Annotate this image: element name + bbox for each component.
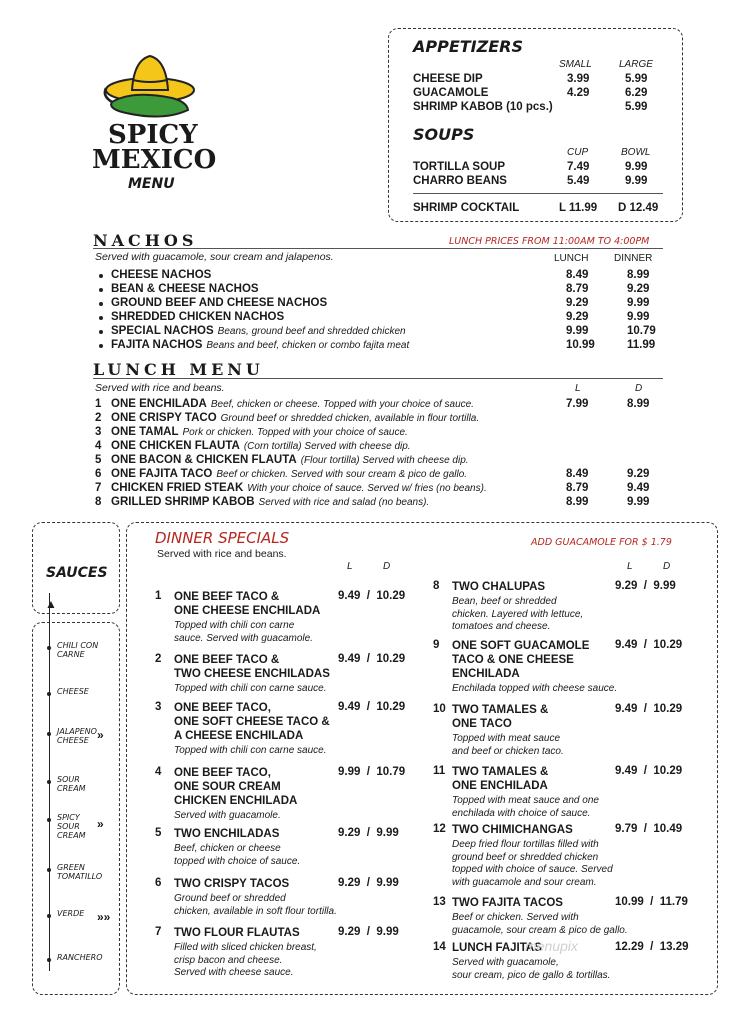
dinner-desc-line: Beef, chicken or cheese [174, 843, 281, 854]
sauces-header-box [32, 522, 120, 614]
brand-line2: MEXICO [92, 145, 217, 175]
dinner-number: 12 [433, 823, 446, 835]
col-large: LARGE [619, 59, 653, 70]
lunch-name: ONE FAJITA TACO [111, 468, 213, 480]
lunch-desc: Beef or chicken. Served with sour cream & pico de gallo. [216, 469, 468, 480]
dinner-name-line: TWO FLOUR FLAUTAS [174, 927, 300, 939]
dinner-price: 9.29 / 9.99 [338, 827, 399, 839]
dinner-col-l-left: L [347, 561, 353, 572]
dinner-desc-line: Deep fried flour tortillas filled with [452, 839, 599, 850]
col-l: L [575, 383, 581, 394]
dinner-number: 3 [155, 701, 162, 713]
nacho-item [111, 283, 263, 295]
nacho-item [111, 297, 331, 309]
nacho-dinner-price: 11.99 [627, 339, 656, 351]
shrimp-cocktail-name: SHRIMP COCKTAIL [413, 202, 520, 214]
dinner-price: 9.29 / 9.99 [338, 877, 399, 889]
divider [413, 193, 663, 194]
dinner-name-line: TWO TAMALES & [452, 704, 549, 716]
col-d: D [635, 383, 643, 394]
dinner-item-desc [452, 596, 583, 634]
lunch-l-price: 8.49 [566, 468, 589, 480]
nacho-name: SHREDDED CHICKEN NACHOS [111, 311, 285, 323]
sauce-name-line1: GREEN [57, 863, 85, 872]
lunch-subtitle: Served with rice and beans. [95, 382, 225, 394]
nachos-rule [93, 248, 663, 249]
sauce-dot-icon [47, 732, 51, 736]
sauce-name-line2: CREAM [57, 784, 86, 793]
col-cup: CUP [567, 147, 589, 158]
appetizers-box [388, 28, 683, 222]
sauce-name-line1: VERDE [57, 909, 85, 918]
sauce-dot-icon [47, 692, 51, 696]
dinner-desc-line: chicken, available in soft flour tortilla. [174, 905, 337, 917]
dinner-desc-line: Bean, beef or shredded [452, 596, 557, 607]
dinner-desc-line: chicken. Layered with lettuce, [452, 608, 584, 620]
dinner-number: 9 [433, 639, 440, 651]
lunch-item [111, 468, 467, 480]
dinner-desc-line: Served with guacamole. [174, 810, 281, 821]
dinner-desc-line: Served with guacamole, [452, 957, 559, 968]
nacho-lunch-price: 9.99 [566, 325, 589, 337]
dinner-col-d-right: D [663, 561, 671, 572]
lunch-desc: Served with rice and salad (no beans). [258, 497, 430, 508]
dinner-item-desc [452, 957, 610, 982]
dinner-desc-line: Beef or chicken. Served with [452, 912, 579, 923]
lunch-number: 1 [95, 398, 102, 410]
dinner-item-name [452, 765, 548, 793]
dinner-desc-line: Filled with sliced chicken breast, [174, 942, 317, 953]
dinner-item-name [452, 580, 545, 594]
dinner-name-line: ONE SOFT CHEESE TACO & [174, 716, 330, 728]
bullet-icon [99, 330, 103, 334]
dinner-desc-line: Topped with chili con carne sauce. [174, 683, 327, 694]
sauces-list-box [32, 622, 120, 995]
sauce-name-line1: CHEESE [57, 687, 89, 696]
watermark: menupix [525, 938, 578, 954]
dinner-desc-line: tomatoes and cheese. [452, 621, 551, 632]
dinner-name-line: ONE BEEF TACO, [174, 702, 271, 714]
lunch-name: CHICKEN FRIED STEAK [111, 482, 244, 494]
lunch-number: 8 [95, 496, 102, 508]
nacho-lunch-price: 9.29 [566, 311, 589, 323]
sauce-name-line1: SPICY [57, 813, 80, 822]
lunch-item [111, 482, 487, 494]
lunch-desc: (Corn tortilla) Served with cheese dip. [243, 441, 411, 452]
dinner-number: 1 [155, 590, 162, 602]
sauce-name-line1: SOUR [57, 775, 80, 784]
lunch-desc: Ground beef or shredded chicken, available in flour tortilla. [220, 413, 480, 424]
nacho-name: SPECIAL NACHOS [111, 325, 214, 337]
sauce-name-line1: RANCHERO [57, 953, 103, 962]
dinner-price: 9.49 / 10.29 [338, 701, 406, 713]
dinner-item-desc [174, 843, 300, 868]
nacho-desc: Beans, ground beef and shredded chicken [217, 326, 406, 337]
lunch-number: 6 [95, 468, 102, 480]
dinner-number: 5 [155, 827, 162, 839]
sauce-item [57, 687, 89, 696]
nacho-name: GROUND BEEF AND CHEESE NACHOS [111, 297, 328, 309]
dinner-item-name [174, 653, 330, 681]
lunch-desc: With your choice of sauce. Served w/ fries (no beans). [247, 483, 487, 494]
soup-cup-price: 7.49 [567, 161, 590, 173]
lunch-name: ONE CRISPY TACO [111, 412, 217, 424]
dinner-item-desc [452, 795, 599, 820]
soup-name: TORTILLA SOUP [413, 161, 505, 173]
dinner-price: 9.79 / 10.49 [615, 823, 683, 835]
dinner-number: 10 [433, 703, 446, 715]
lunch-item [111, 426, 408, 438]
heat-level-icon: » [97, 728, 104, 742]
dinner-item-name [174, 877, 289, 891]
dinner-name-line: ONE SOUR CREAM [174, 781, 281, 793]
dinner-price: 9.49 / 10.29 [338, 590, 406, 602]
dinner-item-name [452, 823, 573, 837]
lunch-name: ONE CHICKEN FLAUTA [111, 440, 240, 452]
dinner-desc-line: enchilada with choice of sauce. [452, 807, 591, 819]
appetizers-title: APPETIZERS [413, 37, 524, 56]
soup-cup-price: 5.49 [567, 175, 590, 187]
col-lunch: LUNCH [554, 253, 589, 264]
sauce-item [57, 953, 103, 962]
dinner-name-line: TWO FAJITA TACOS [452, 897, 563, 909]
nacho-lunch-price: 8.49 [566, 269, 589, 281]
shrimp-cocktail-l: L 11.99 [559, 202, 598, 214]
sauce-dot-icon [47, 780, 51, 784]
nacho-dinner-price: 9.99 [627, 297, 650, 309]
soup-name: CHARRO BEANS [413, 175, 507, 187]
nacho-item [111, 269, 215, 281]
dinner-desc-line: and beef or chicken taco. [452, 745, 564, 757]
dinner-name-line: TWO ENCHILADAS [174, 828, 280, 840]
dinner-name-line: ENCHILADA [452, 668, 520, 680]
dinner-name-line: ONE SOFT GUACAMOLE [452, 640, 590, 652]
bullet-icon [99, 302, 103, 306]
appetizer-large-price: 6.29 [625, 87, 648, 99]
dinner-number: 6 [155, 877, 162, 889]
dinner-box [126, 522, 718, 995]
dinner-item-name [452, 703, 548, 731]
dinner-name-line: ONE BEEF TACO, [174, 767, 271, 779]
dinner-number: 8 [433, 580, 440, 592]
sauce-item [57, 863, 102, 881]
nacho-dinner-price: 8.99 [627, 269, 650, 281]
sauce-name-line2: CARNE [57, 650, 85, 659]
sauce-dot-icon [47, 958, 51, 962]
nacho-desc: Beans and beef, chicken or combo fajita meat [206, 340, 410, 351]
dinner-name-line: ONE BEEF TACO & [174, 591, 280, 603]
sauce-dot-icon [47, 818, 51, 822]
lunch-d-price: 8.99 [627, 398, 650, 410]
sauce-name-line1: CHILI CON [57, 641, 99, 650]
dinner-name-line: ONE ENCHILADA [452, 780, 548, 792]
sauce-item [57, 775, 86, 793]
dinner-col-d-left: D [383, 561, 391, 572]
dinner-name-line: ONE TACO [452, 718, 512, 730]
soup-bowl-price: 9.99 [625, 175, 648, 187]
nacho-dinner-price: 9.99 [627, 311, 650, 323]
appetizer-large-price: 5.99 [625, 73, 648, 85]
dinner-item-name [452, 639, 589, 681]
lunch-number: 3 [95, 426, 102, 438]
lunch-item [111, 412, 479, 424]
dinner-desc-line: Enchilada topped with cheese sauce. [452, 683, 618, 694]
dinner-price: 9.49 / 10.29 [615, 765, 683, 777]
nacho-name: CHEESE NACHOS [111, 269, 212, 281]
lunch-note: LUNCH PRICES FROM 11:00AM TO 4:00PM [449, 236, 650, 247]
lunch-item [111, 454, 469, 466]
dinner-number: 14 [433, 941, 446, 953]
nachos-title: NACHOS [93, 231, 198, 250]
dinner-item-desc [452, 839, 613, 889]
dinner-price: 12.29 / 13.29 [615, 941, 689, 953]
dinner-item-name [174, 766, 297, 808]
col-bowl: BOWL [621, 147, 651, 158]
dinner-name-line: LUNCH FAJITAS [452, 942, 542, 954]
bullet-icon [99, 288, 103, 292]
dinner-item-desc [452, 733, 564, 758]
appetizer-name: SHRIMP KABOB (10 pcs.) [413, 101, 553, 113]
dinner-desc-line: topped with choice of sauce. Served [452, 864, 613, 875]
dinner-item-name [452, 896, 563, 910]
sauce-name-line2: CHEESE [57, 736, 89, 745]
col-small: SMALL [559, 59, 592, 70]
nacho-lunch-price: 8.79 [566, 283, 589, 295]
sauce-name-line2: SOUR [57, 822, 80, 831]
sauce-dot-icon [47, 868, 51, 872]
dinner-item-desc [452, 912, 628, 937]
brand-line3: MENU [128, 176, 175, 192]
nacho-item [111, 311, 288, 323]
shrimp-cocktail-d: D 12.49 [618, 202, 659, 214]
dinner-price: 10.99 / 11.79 [615, 896, 688, 908]
dinner-item-name [174, 926, 300, 940]
soups-title: SOUPS [413, 125, 475, 144]
dinner-subtitle: Served with rice and beans. [157, 548, 287, 560]
sauce-name-line2: TOMATILLO [57, 872, 103, 881]
sauce-item [57, 909, 84, 918]
arrow-up-icon: ▲ [45, 597, 57, 611]
dinner-desc-line: Topped with chili con carne [174, 620, 295, 631]
nacho-name: BEAN & CHEESE NACHOS [111, 283, 259, 295]
lunch-item [111, 398, 474, 410]
lunch-d-price: 9.99 [627, 496, 650, 508]
dinner-desc-line: Topped with meat sauce [452, 733, 561, 744]
dinner-number: 2 [155, 653, 162, 665]
dinner-item-desc [452, 683, 617, 696]
appetizer-large-price: 5.99 [625, 101, 648, 113]
soup-bowl-price: 9.99 [625, 161, 648, 173]
lunch-name: ONE BACON & CHICKEN FLAUTA [111, 454, 297, 466]
lunch-item [111, 440, 411, 452]
lunch-rule [93, 378, 663, 379]
add-guacamole-note: ADD GUACAMOLE FOR $ 1.79 [531, 537, 672, 548]
dinner-number: 7 [155, 926, 162, 938]
dinner-price: 9.99 / 10.79 [338, 766, 406, 778]
dinner-desc-line: Ground beef or shredded [174, 893, 286, 904]
nachos-subtitle: Served with guacamole, sour cream and jalapenos. [95, 251, 334, 263]
sauce-item [57, 641, 98, 659]
dinner-desc-line: Topped with chili con carne sauce. [174, 745, 327, 756]
dinner-item-desc [174, 745, 327, 758]
sauce-dot-icon [47, 646, 51, 650]
lunch-name: ONE ENCHILADA [111, 398, 207, 410]
dinner-name-line: TWO CHIMICHANGAS [452, 824, 573, 836]
nacho-item [111, 339, 409, 351]
sauce-item [57, 813, 86, 840]
sauce-item [57, 727, 97, 745]
dinner-desc-line: with guacamole and sour cream. [452, 876, 597, 888]
lunch-d-price: 9.29 [627, 468, 650, 480]
lunch-l-price: 8.99 [566, 496, 589, 508]
dinner-item-desc [174, 620, 313, 645]
lunch-number: 7 [95, 482, 102, 494]
lunch-desc: Beef, chicken or cheese. Topped with your choice of sauce. [210, 399, 474, 410]
dinner-desc-line: sour cream, pico de gallo & tortillas. [452, 969, 611, 981]
heat-level-icon: »» [97, 910, 111, 924]
nacho-lunch-price: 9.29 [566, 297, 589, 309]
dinner-desc-line: sauce. Served with guacamole. [174, 632, 313, 644]
lunch-title: LUNCH MENU [93, 360, 264, 379]
dinner-item-desc [174, 683, 327, 696]
sauce-dot-icon [47, 914, 51, 918]
appetizer-small-price: 3.99 [567, 73, 590, 85]
bullet-icon [99, 316, 103, 320]
dinner-price: 9.29 / 9.99 [615, 580, 676, 592]
dinner-item-desc [174, 942, 317, 980]
appetizer-small-price: 4.29 [567, 87, 590, 99]
lunch-number: 2 [95, 412, 102, 424]
lunch-l-price: 7.99 [566, 398, 589, 410]
dinner-name-line: A CHEESE ENCHILADA [174, 730, 304, 742]
dinner-item-name [174, 827, 279, 841]
appetizer-name: CHEESE DIP [413, 73, 483, 85]
brand-line1: SPICY [108, 120, 198, 150]
dinner-name-line: CHICKEN ENCHILADA [174, 795, 298, 807]
dinner-item-name [174, 590, 320, 618]
dinner-item-desc [174, 893, 337, 918]
lunch-item [111, 496, 429, 508]
nacho-lunch-price: 10.99 [566, 339, 595, 351]
dinner-number: 11 [433, 765, 446, 777]
dinner-title: DINNER SPECIALS [155, 529, 290, 547]
dinner-desc-line: ground beef or shredded chicken [452, 851, 599, 863]
nacho-name: FAJITA NACHOS [111, 339, 203, 351]
dinner-name-line: ONE BEEF TACO & [174, 654, 280, 666]
lunch-number: 4 [95, 440, 102, 452]
dinner-desc-line: crisp bacon and cheese. [174, 954, 283, 966]
dinner-name-line: TWO CHALUPAS [452, 581, 546, 593]
lunch-number: 5 [95, 454, 102, 466]
dinner-item-name [174, 701, 330, 743]
dinner-desc-line: Topped with meat sauce and one [452, 795, 599, 806]
nacho-dinner-price: 9.29 [627, 283, 650, 295]
dinner-price: 9.29 / 9.99 [338, 926, 399, 938]
sauce-name-line1: JALAPENO [57, 727, 97, 736]
bullet-icon [99, 274, 103, 278]
sauce-name-line3: CREAM [57, 831, 86, 840]
dinner-price: 9.49 / 10.29 [615, 703, 683, 715]
dinner-name-line: TWO TAMALES & [452, 766, 549, 778]
dinner-number: 13 [433, 896, 446, 908]
sombrero-pepper-icon [92, 50, 212, 130]
dinner-item-desc [174, 810, 281, 823]
dinner-name-line: TACO & ONE CHEESE [452, 654, 574, 666]
lunch-desc: Pork or chicken. Topped with your choice of sauce. [182, 427, 408, 438]
dinner-name-line: ONE CHEESE ENCHILADA [174, 605, 321, 617]
dinner-desc-line: guacamole, sour cream & pico de gallo. [452, 924, 628, 936]
nacho-item [111, 325, 406, 337]
sauces-title: SAUCES [46, 565, 108, 581]
dinner-desc-line: topped with choice of sauce. [174, 855, 301, 867]
col-dinner: DINNER [614, 253, 653, 264]
lunch-l-price: 8.79 [566, 482, 589, 494]
dinner-name-line: TWO CRISPY TACOS [174, 878, 290, 890]
dinner-desc-line: Served with cheese sauce. [174, 967, 294, 978]
dinner-col-l-right: L [627, 561, 633, 572]
lunch-name: ONE TAMAL [111, 426, 179, 438]
appetizer-name: GUACAMOLE [413, 87, 489, 99]
dinner-name-line: TWO CHEESE ENCHILADAS [174, 668, 330, 680]
nacho-dinner-price: 10.79 [627, 325, 656, 337]
dinner-price: 9.49 / 10.29 [615, 639, 683, 651]
bullet-icon [99, 344, 103, 348]
lunch-name: GRILLED SHRIMP KABOB [111, 496, 255, 508]
heat-level-icon: » [97, 817, 104, 831]
dinner-price: 9.49 / 10.29 [338, 653, 406, 665]
logo [92, 50, 217, 200]
lunch-d-price: 9.49 [627, 482, 650, 494]
dinner-number: 4 [155, 766, 162, 778]
lunch-desc: (Flour tortilla) Served with cheese dip. [300, 455, 469, 466]
